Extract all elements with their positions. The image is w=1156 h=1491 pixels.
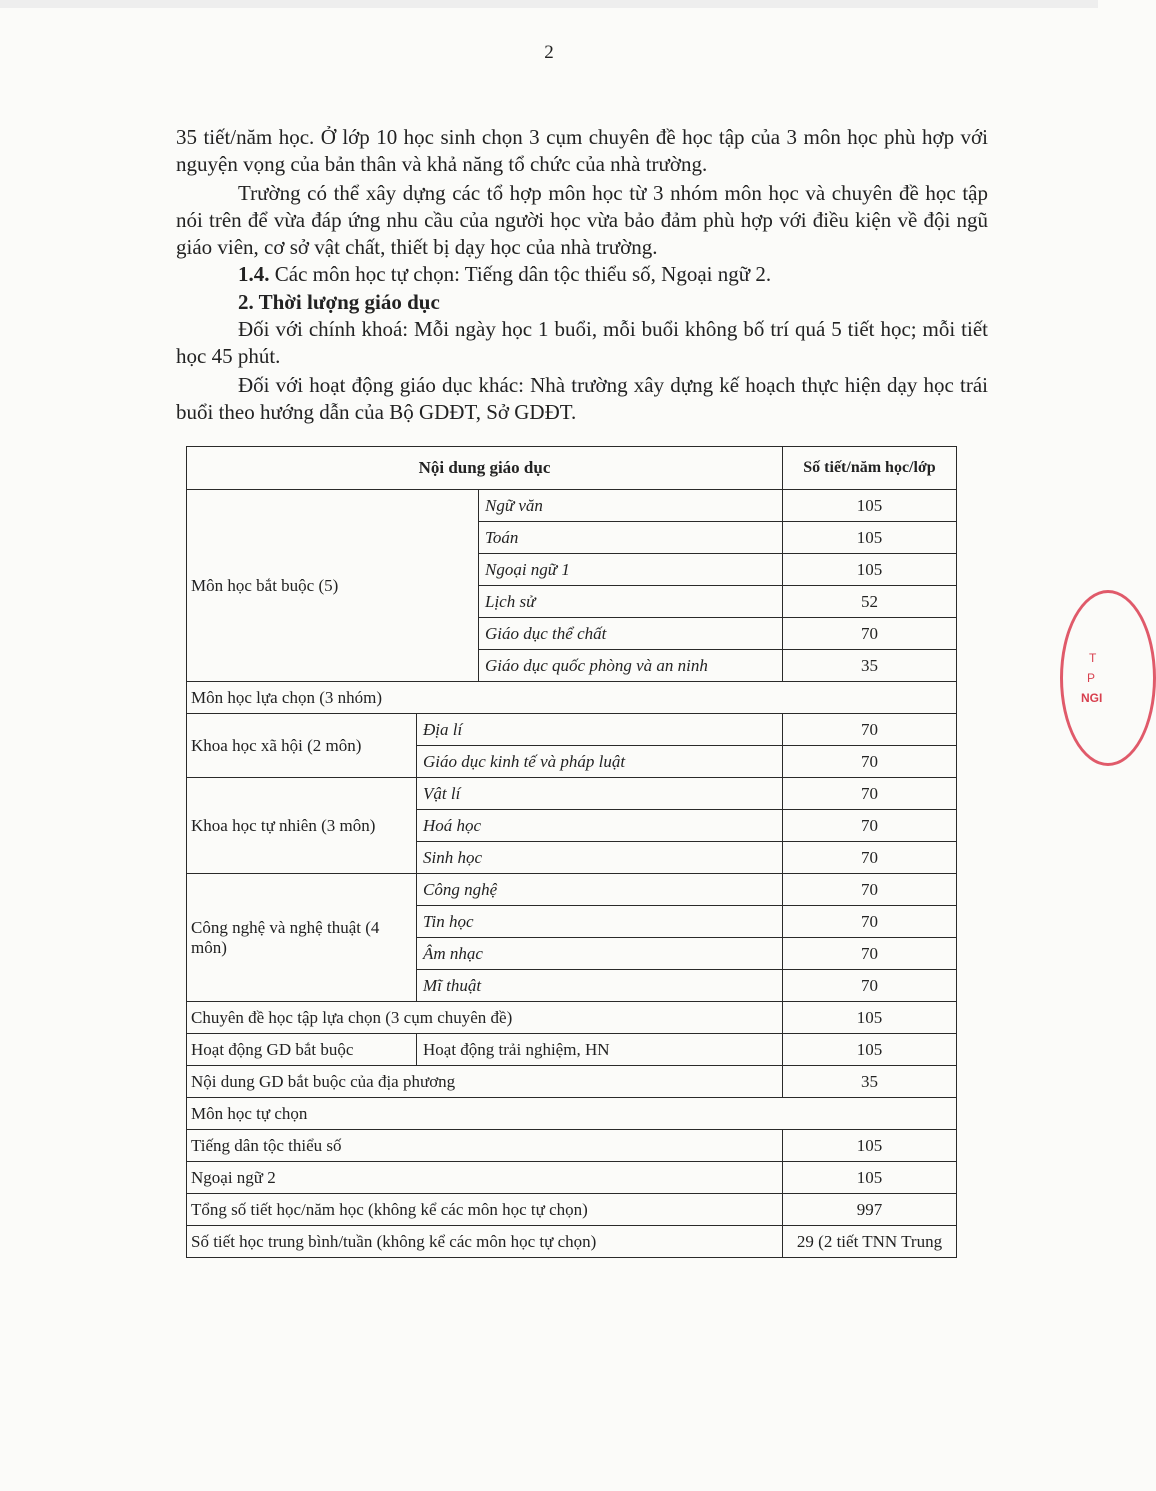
table-row [187, 1002, 957, 1034]
paragraph-5: Đối với hoạt động giáo dục khác: Nhà trường xây dựng kế hoạch thực hiện dạy học trái buổi theo hướng dẫn của Bộ GDĐT, Sở GDĐT. [176, 373, 988, 424]
optional-label: Môn học tự chọn [187, 1098, 957, 1130]
subject-name: Hoá học [417, 810, 783, 842]
subject-value: 105 [783, 554, 957, 586]
activities-value: 105 [783, 1034, 957, 1066]
group-label: Công nghệ và nghệ thuật (4 môn) [187, 874, 417, 1002]
subject-name: Ngoại ngữ 1 [479, 554, 783, 586]
paragraph-3 [176, 261, 988, 288]
subject-value: 70 [783, 842, 957, 874]
subject-name: Lịch sử [479, 586, 783, 618]
table-row [187, 874, 957, 906]
subject-value: 52 [783, 586, 957, 618]
table-header-row [187, 447, 957, 490]
table-row [187, 1098, 957, 1130]
stamp-text: NGI [1081, 691, 1103, 705]
subject-name: Mĩ thuật [417, 970, 783, 1002]
page-number: 2 [544, 42, 554, 63]
body-text [176, 124, 988, 426]
table-row [187, 1066, 957, 1098]
optional-value: 105 [783, 1162, 957, 1194]
subject-name: Công nghệ [417, 874, 783, 906]
subject-value: 70 [783, 874, 957, 906]
subject-name: Âm nhạc [417, 938, 783, 970]
top-edge [0, 0, 1098, 8]
optional-value: 105 [783, 1130, 957, 1162]
subject-value: 70 [783, 970, 957, 1002]
red-seal-stamp [1060, 590, 1156, 766]
subject-name: Giáo dục thể chất [479, 618, 783, 650]
subject-value: 105 [783, 522, 957, 554]
group-label: Khoa học xã hội (2 môn) [187, 714, 417, 778]
subject-name: Giáo dục quốc phòng và an ninh [479, 650, 783, 682]
table-row [187, 1162, 957, 1194]
optional-name: Ngoại ngữ 2 [187, 1162, 783, 1194]
stamp-text: P [1087, 671, 1096, 685]
subject-value: 70 [783, 938, 957, 970]
table-row [187, 490, 957, 522]
average-value: 29 (2 tiết TNN Trung [783, 1226, 957, 1258]
subject-value: 70 [783, 906, 957, 938]
table-row [187, 714, 957, 746]
subject-name: Giáo dục kinh tế và pháp luật [417, 746, 783, 778]
paragraph-1: 35 tiết/năm học. Ở lớp 10 học sinh chọn 3 cụm chuyên đề học tập của 3 môn học phù hợp với nguyện vọng của bản thân và khả năng tổ chức của nhà trường. [176, 125, 988, 176]
subject-name: Sinh học [417, 842, 783, 874]
total-label: Tổng số tiết học/năm học (không kể các môn học tự chọn) [187, 1194, 783, 1226]
total-value: 997 [783, 1194, 957, 1226]
section-heading: 2. Thời lượng giáo dục [238, 290, 440, 314]
local-value: 35 [783, 1066, 957, 1098]
subject-value: 70 [783, 746, 957, 778]
paragraph-3-text: Các môn học tự chọn: Tiếng dân tộc thiểu số, Ngoại ngữ 2. [269, 262, 772, 286]
group-label: Khoa học tự nhiên (3 môn) [187, 778, 417, 874]
average-label: Số tiết học trung bình/tuần (không kể các môn học tự chọn) [187, 1226, 783, 1258]
subject-name: Toán [479, 522, 783, 554]
paragraph-2: Trường có thể xây dựng các tổ hợp môn học từ 3 nhóm môn học và chuyên đề học tập nói trên để vừa đáp ứng nhu cầu của người học vừa bảo đảm phù hợp với điều kiện về đội ngũ giáo viên, cơ sở vật chất, thiết bị dạy học của nhà trường. [176, 181, 988, 259]
table-row [187, 778, 957, 810]
subject-value: 105 [783, 490, 957, 522]
subject-name: Vật lí [417, 778, 783, 810]
subject-value: 70 [783, 778, 957, 810]
table-row [187, 1226, 957, 1258]
compulsory-label: Môn học bắt buộc (5) [187, 490, 479, 682]
activities-sub: Hoạt động trải nghiệm, HN [417, 1034, 783, 1066]
subject-value: 70 [783, 618, 957, 650]
subject-name: Tin học [417, 906, 783, 938]
education-time-table [186, 446, 957, 1258]
table-row [187, 1034, 957, 1066]
activities-label: Hoạt động GD bắt buộc [187, 1034, 417, 1066]
topics-label: Chuyên đề học tập lựa chọn (3 cụm chuyên đề) [187, 1002, 783, 1034]
subject-value: 70 [783, 810, 957, 842]
local-label: Nội dung GD bắt buộc của địa phương [187, 1066, 783, 1098]
subject-name: Ngữ văn [479, 490, 783, 522]
subject-value: 70 [783, 714, 957, 746]
table-row [187, 1130, 957, 1162]
section-number: 1.4. [238, 262, 270, 286]
stamp-text: T [1089, 651, 1097, 665]
header-content: Nội dung giáo dục [187, 447, 783, 490]
header-periods: Số tiết/năm học/lớp [783, 447, 957, 490]
subject-name: Địa lí [417, 714, 783, 746]
optional-name: Tiếng dân tộc thiểu số [187, 1130, 783, 1162]
elective-label: Môn học lựa chọn (3 nhóm) [187, 682, 957, 714]
table-row [187, 1194, 957, 1226]
table-row [187, 682, 957, 714]
topics-value: 105 [783, 1002, 957, 1034]
subject-value: 35 [783, 650, 957, 682]
paragraph-4: Đối với chính khoá: Mỗi ngày học 1 buổi, mỗi buổi không bố trí quá 5 tiết học; mỗi tiết học 45 phút. [176, 317, 988, 368]
